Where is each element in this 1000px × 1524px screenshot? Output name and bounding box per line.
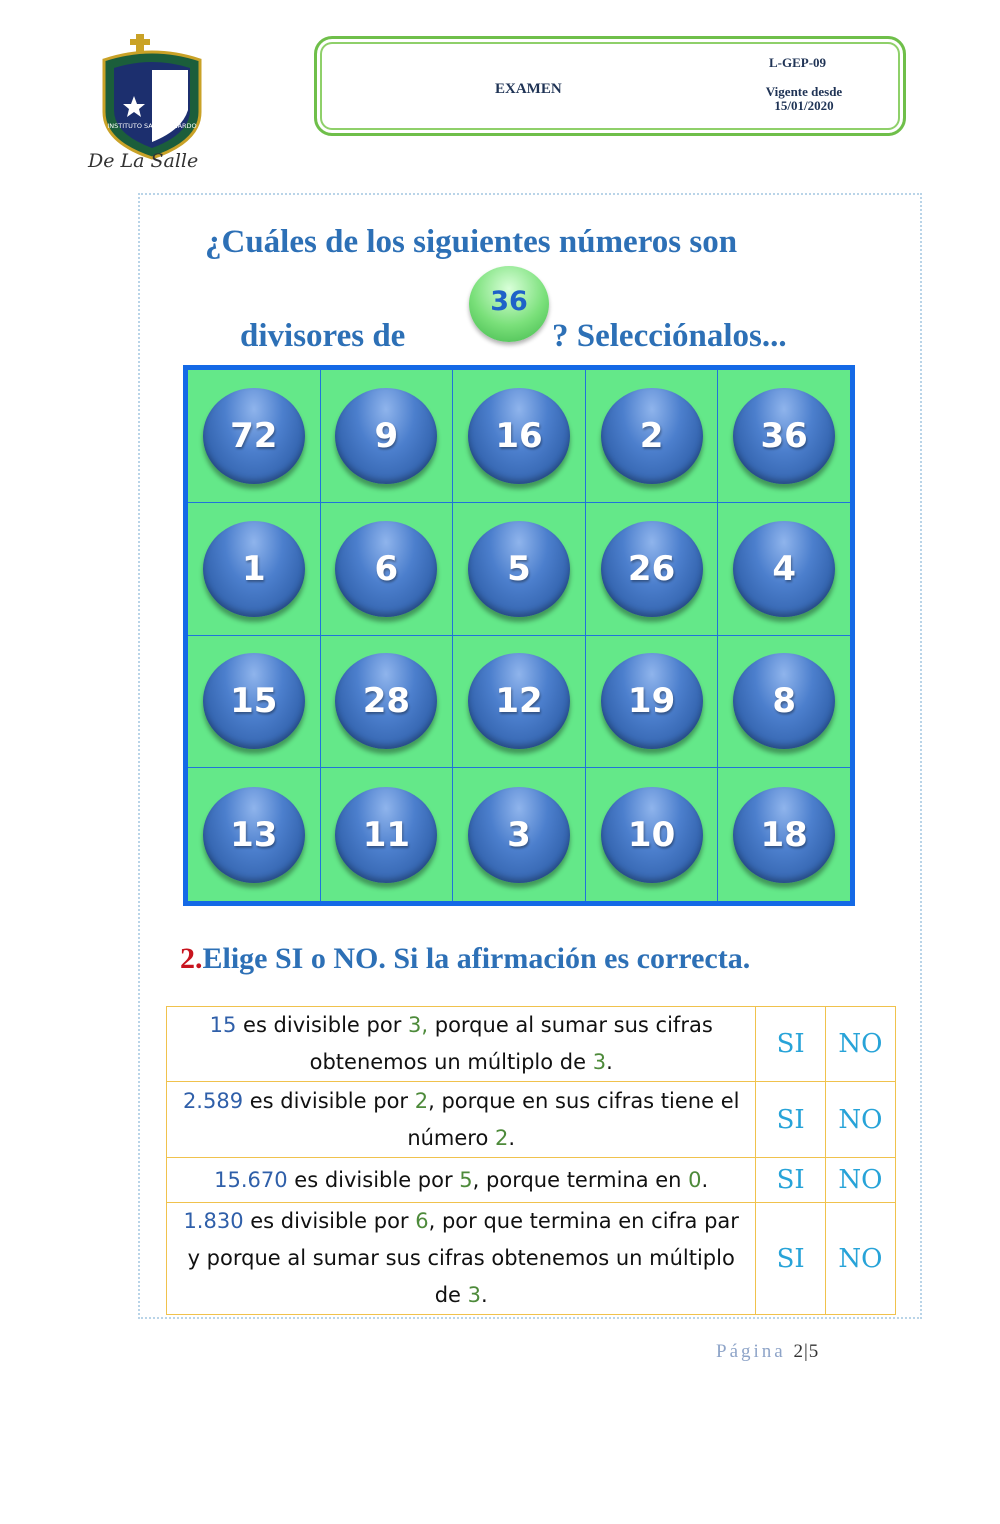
number-ball[interactable]: 4	[733, 521, 835, 617]
grid-cell	[321, 503, 454, 636]
number-ball[interactable]: 72	[203, 388, 305, 484]
number-grid	[183, 365, 855, 906]
number-ball[interactable]: 16	[468, 388, 570, 484]
exam-label: EXAMEN	[495, 81, 562, 97]
statement-text: .	[701, 1167, 709, 1192]
number-ball[interactable]: 28	[335, 653, 437, 749]
question1-title-line2-end: ? Selecciónalos...	[552, 318, 787, 354]
grid-cell	[188, 636, 321, 769]
signature-text: De La Salle	[88, 150, 199, 172]
grid-cell	[321, 370, 454, 503]
statement-text: , porque en sus cifras tiene el número	[407, 1088, 740, 1150]
question1-title-line1: ¿Cuáles de los siguientes números son	[205, 224, 738, 260]
number-ball[interactable]: 1	[203, 521, 305, 617]
grid-cell	[188, 370, 321, 503]
grid-row	[188, 636, 850, 769]
page-number: 2|5	[793, 1341, 820, 1362]
grid-cell	[453, 503, 586, 636]
grid-row	[188, 503, 850, 636]
number-ball[interactable]: 5	[468, 521, 570, 617]
yes-option[interactable]: SI	[756, 1082, 825, 1158]
number-ball[interactable]: 12	[468, 653, 570, 749]
number-ball[interactable]: 26	[601, 521, 703, 617]
true-false-table	[166, 1006, 896, 1315]
statement-number: 3	[592, 1050, 607, 1074]
number-ball[interactable]: 6	[335, 521, 437, 617]
statement-cell	[167, 1158, 756, 1203]
statement-number: 1.830	[183, 1209, 244, 1233]
statement-text: porque al sumar sus cifras obtenemos un múltiplo de	[309, 1013, 713, 1074]
grid-cell	[586, 503, 719, 636]
statement-number: 15	[209, 1013, 237, 1037]
grid-cell	[718, 370, 850, 503]
grid-cell	[718, 503, 850, 636]
grid-cell	[453, 370, 586, 503]
yes-option[interactable]: SI	[756, 1203, 825, 1315]
statement-text: es divisible por	[243, 1088, 415, 1113]
number-ball[interactable]: 18	[733, 787, 835, 883]
table-row	[167, 1203, 896, 1315]
grid-row	[188, 370, 850, 503]
statement-text: es divisible por	[236, 1013, 409, 1037]
number-ball[interactable]: 11	[335, 787, 437, 883]
number-ball[interactable]: 9	[335, 388, 437, 484]
statement-number: 3,	[408, 1013, 429, 1037]
statement-number: 3	[467, 1283, 481, 1307]
school-logo	[88, 30, 212, 180]
number-ball[interactable]: 10	[601, 787, 703, 883]
number-ball[interactable]: 2	[601, 388, 703, 484]
number-ball[interactable]: 19	[601, 653, 703, 749]
grid-cell	[586, 370, 719, 503]
statement-text: es divisible por	[243, 1209, 416, 1233]
statement-number: 15.670	[214, 1167, 288, 1192]
grid-cell	[321, 636, 454, 769]
grid-row	[188, 768, 850, 901]
statement-number: 2.589	[182, 1088, 244, 1113]
statement-number: 2	[414, 1088, 429, 1113]
grid-cell	[188, 768, 321, 901]
grid-cell	[453, 768, 586, 901]
no-option[interactable]: NO	[825, 1158, 895, 1203]
statement-text: es divisible por	[287, 1167, 460, 1192]
question2-number: 2.	[180, 942, 203, 975]
yes-option[interactable]: SI	[756, 1158, 825, 1203]
number-ball[interactable]: 3	[468, 787, 570, 883]
no-option[interactable]: NO	[825, 1203, 895, 1315]
statement-cell	[167, 1007, 756, 1082]
statement-number: 2	[495, 1125, 509, 1150]
statement-number: 5	[459, 1167, 473, 1192]
statement-text: .	[481, 1283, 488, 1307]
school-name-text: INSTITUTO SAN BERNARDO	[107, 122, 197, 130]
grid-cell	[718, 636, 850, 769]
grid-cell	[321, 768, 454, 901]
question1-title-line2-start: divisores de	[240, 318, 406, 354]
number-ball[interactable]: 13	[203, 787, 305, 883]
statement-text: .	[508, 1125, 516, 1150]
page-label: Página	[716, 1341, 786, 1362]
page-footer	[716, 1341, 819, 1363]
question2-title	[180, 942, 750, 976]
grid-cell	[188, 503, 321, 636]
statement-number: 0	[688, 1167, 702, 1192]
document-code: L-GEP-09	[769, 55, 827, 70]
valid-label: Vigente desde	[765, 84, 843, 99]
table-row	[167, 1007, 896, 1082]
grid-cell	[718, 768, 850, 901]
number-ball[interactable]: 8	[733, 653, 835, 749]
grid-cell	[586, 768, 719, 901]
question2-title-text: Elige SI o NO. Si la afirmación es correcta.	[202, 942, 751, 975]
statement-text: , por que termina en cifra par y porque al sumar sus cifras obtenemos un múltiplo de	[187, 1209, 739, 1307]
statement-text: .	[606, 1050, 613, 1074]
table-row	[167, 1082, 896, 1158]
grid-cell	[453, 636, 586, 769]
valid-date: 15/01/2020	[774, 98, 834, 113]
no-option[interactable]: NO	[825, 1007, 895, 1082]
valid-since	[729, 85, 879, 113]
statement-text: , porque termina en	[472, 1167, 689, 1192]
statement-cell	[167, 1082, 756, 1158]
target-number-bubble: 36	[469, 266, 549, 342]
number-ball[interactable]: 15	[203, 653, 305, 749]
grid-cell	[586, 636, 719, 769]
statement-number: 6	[415, 1209, 429, 1233]
exam-header-box	[314, 36, 906, 136]
no-option[interactable]: NO	[825, 1082, 895, 1158]
number-ball[interactable]: 36	[733, 388, 835, 484]
yes-option[interactable]: SI	[756, 1007, 825, 1082]
statement-cell	[167, 1203, 756, 1315]
table-row	[167, 1158, 896, 1203]
